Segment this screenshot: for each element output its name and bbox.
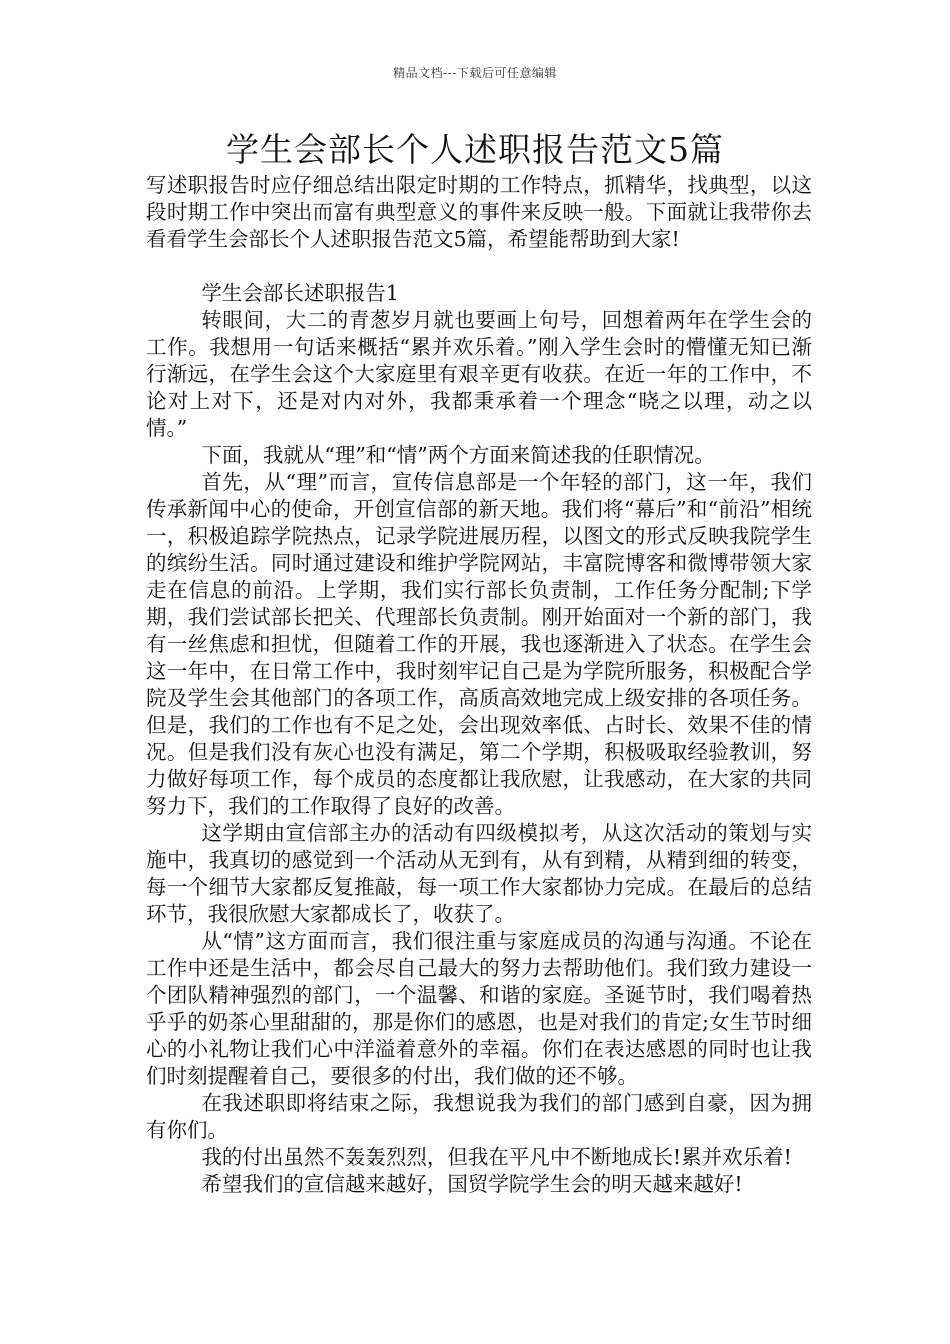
paragraph-spacer (146, 253, 812, 280)
body-paragraph: 这学期由宣信部主办的活动有四级模拟考，从这次活动的策划与实施中，我真切的感觉到一个活动从无到有，从有到精，从精到细的转变，每一个细节大家都反复推敲，每一项工作大家都协力完成。在最后的总结环节，我很欣慰大家都成长了，收获了。 (146, 821, 812, 926)
body-paragraph: 我的付出虽然不轰轰烈烈，但我在平凡中不断地成长!累并欢乐着! (201, 1145, 792, 1169)
intro-paragraph: 写述职报告时应仔细总结出限定时期的工作特点，抓精华，找典型，以这段时期工作中突出而富有典型意义的事件来反映一般。下面就让我带你去看看学生会部长个人述职报告范文5篇，希望能帮助到大家! (146, 173, 812, 251)
body-paragraph: 首先，从“理”而言，宣传信息部是一个年轻的部门，这一年，我们传承新闻中心的使命，开创宣信部的新天地。我们将“幕后”和“前沿”相统一，积极追踪学院热点，记录学院进展历程，以图文的形式反映我院学生的缤纷生活。同时通过建设和维护学院网站，丰富院博客和微博带领大家走在信息的前沿。上学期，我们实行部长负责制，工作任务分配制;下学期，我们尝试部长把关、代理部长负责制。刚开始面对一个新的部门，我有一丝焦虑和担忧，但随着工作的开展，我也逐渐进入了状态。在学生会这一年中，在日常工作中，我时刻牢记自己是为学院所服务，积极配合学院及学生会其他部门的各项工作，高质高效地完成上级安排的各项任务。但是，我们的工作也有不足之处，会出现效率低、占时长、效果不佳的情况。但是我们没有灰心也没有满足，第二个学期，积极吸取经验教训，努力做好每项工作，每个成员的态度都让我欣慰，让我感动，在大家的共同努力下，我们的工作取得了良好的改善。 (146, 470, 812, 818)
body-paragraph: 从“情”这方面而言，我们很注重与家庭成员的沟通与沟通。不论在工作中还是生活中，都会尽自己最大的努力去帮助他们。我们致力建设一个团队精神强烈的部门，一个温馨、和谐的家庭。圣诞节时，我们喝着热乎乎的奶茶心里甜甜的，那是你们的感恩，也是对我们的肯定;女生节时细心的小礼物让我们心中洋溢着意外的幸福。你们在表达感恩的同时也让我们时刻提醒着自己，要很多的付出，我们做的还不够。 (146, 929, 812, 1088)
body-paragraph: 在我述职即将结束之际，我想说我为我们的部门感到自豪，因为拥有你们。 (146, 1091, 812, 1142)
body-paragraph: 转眼间，大二的青葱岁月就也要画上句号，回想着两年在学生会的工作。我想用一句话来概括“累并欢乐着。”刚入学生会时的懵懂无知已渐行渐远，在学生会这个大家庭里有艰辛更有收获。在近一年的工作中，不论对上对下，还是对内对外，我都秉承着一个理念“晓之以理，动之以情。” (146, 308, 812, 440)
document-title: 学生会部长个人述职报告范文5篇 (226, 130, 724, 169)
body-paragraph: 希望我们的宣信越来越好，国贸学院学生会的明天越来越好! (201, 1172, 743, 1196)
section-heading: 学生会部长述职报告1 (201, 281, 399, 305)
header-note: 精品文档---下载后可任意编辑 (393, 66, 557, 80)
body-paragraph: 下面，我就从“理”和“情”两个方面来简述我的任职情况。 (201, 443, 715, 467)
document-body (146, 172, 812, 1198)
